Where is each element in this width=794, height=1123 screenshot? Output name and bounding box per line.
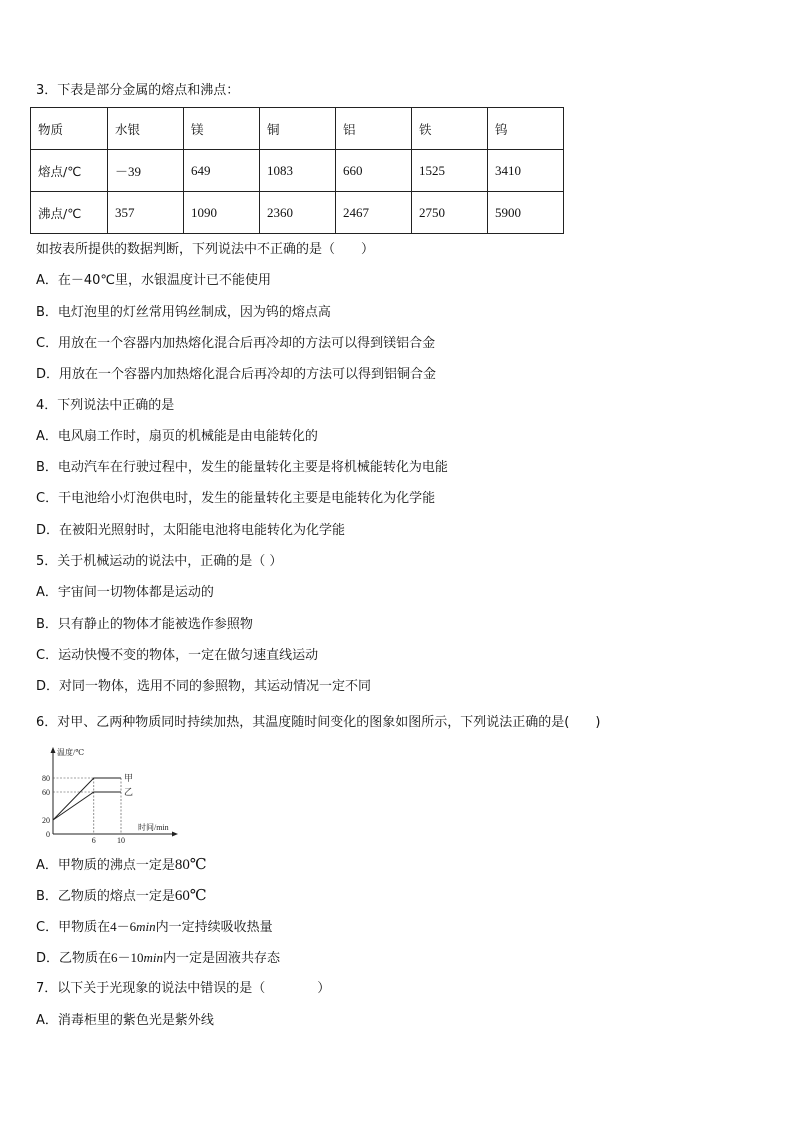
series-label: 甲 — [124, 773, 134, 783]
table-cell: 1090 — [184, 192, 260, 234]
series-line — [53, 778, 121, 820]
table-row-header — [31, 108, 564, 150]
q4-option-b: B．电动汽车在行驶过程中，发生的能量转化主要是将机械能转化为电能 — [36, 460, 448, 475]
q5-option-b: B．只有静止的物体才能被选作参照物 — [36, 617, 253, 632]
q5-option-c: C．运动快慢不变的物体，一定在做匀速直线运动 — [36, 648, 319, 663]
y-tick-label: 0 — [46, 830, 50, 839]
table-cell: 铜 — [260, 108, 336, 150]
q6-option-a: A．甲物质的沸点一定是80℃ — [36, 857, 207, 873]
q6-option-b: B．乙物质的熔点一定是60℃ — [36, 888, 207, 904]
x-tick-label: 10 — [117, 836, 125, 845]
table-cell: 铝 — [336, 108, 412, 150]
series-label: 乙 — [124, 787, 134, 797]
table-row-melting — [31, 150, 564, 192]
q3-option-a: A．在－40℃里，水银温度计已不能使用 — [36, 273, 272, 288]
guide-lines — [53, 778, 121, 834]
y-tick-label: 80 — [42, 774, 50, 783]
q3-question: 如按表所提供的数据判断，下列说法中不正确的是（ ） — [36, 242, 375, 257]
series-lines — [53, 778, 121, 820]
q3-option-c: C．用放在一个容器内加热熔化混合后再冷却的方法可以得到镁铝合金 — [36, 336, 436, 351]
x-axis-arrow-icon — [172, 832, 178, 837]
table-cell: 2750 — [412, 192, 488, 234]
y-axis-arrow-icon — [51, 747, 56, 753]
table-cell: －39 — [108, 150, 184, 192]
table-cell: 3410 — [488, 150, 564, 192]
table-cell: 水银 — [108, 108, 184, 150]
q4-option-d: D．在被阳光照射时，太阳能电池将电能转化为化学能 — [36, 523, 346, 538]
table-cell: 镁 — [184, 108, 260, 150]
table-cell: 熔点/℃ — [31, 150, 108, 192]
q3-option-d: D．用放在一个容器内加热熔化混合后再冷却的方法可以得到铝铜合金 — [36, 367, 437, 382]
y-tick-label: 20 — [42, 816, 50, 825]
table-cell: 物质 — [31, 108, 108, 150]
q3-option-b: B．电灯泡里的灯丝常用钨丝制成，因为钨的熔点高 — [36, 305, 331, 320]
q6-stem: 6．对甲、乙两种物质同时持续加热，其温度随时间变化的图象如图所示，下列说法正确的是( ) — [36, 715, 601, 730]
q3-stem: 3．下表是部分金属的熔点和沸点： — [36, 83, 240, 98]
metals-table — [30, 107, 564, 234]
x-axis-label: 时间/min — [138, 823, 169, 832]
q6-option-c: C．甲物质在4－6min内一定持续吸收热量 — [36, 919, 273, 935]
table-cell: 钨 — [488, 108, 564, 150]
q4-option-a: A．电风扇工作时，扇页的机械能是由电能转化的 — [36, 429, 318, 444]
q5-option-a: A．宇宙间一切物体都是运动的 — [36, 585, 214, 600]
table-cell: 1525 — [412, 150, 488, 192]
table-cell: 2360 — [260, 192, 336, 234]
q4-option-c: C．干电池给小灯泡供电时，发生的能量转化主要是电能转化为化学能 — [36, 491, 436, 506]
table-cell: 649 — [184, 150, 260, 192]
x-tick-label: 6 — [91, 836, 96, 845]
q4-stem: 4．下列说法中正确的是 — [36, 398, 175, 413]
q6-option-d: D．乙物质在6－10min内一定是固液共存态 — [36, 950, 281, 966]
temperature-time-graph — [34, 745, 184, 845]
table-cell: 5900 — [488, 192, 564, 234]
series-labels — [124, 773, 133, 797]
table-cell: 660 — [336, 150, 412, 192]
q5-stem: 5．关于机械运动的说法中，正确的是（ ） — [36, 554, 283, 569]
table-cell: 沸点/℃ — [31, 192, 108, 234]
table-cell: 1083 — [260, 150, 336, 192]
table-cell: 2467 — [336, 192, 412, 234]
y-axis-label: 温度/℃ — [57, 748, 85, 757]
y-tick-label: 60 — [42, 788, 50, 797]
series-line — [53, 792, 121, 820]
table-cell: 铁 — [412, 108, 488, 150]
table-cell: 357 — [108, 192, 184, 234]
q7-option-a: A．消毒柜里的紫色光是紫外线 — [36, 1013, 214, 1028]
q5-option-d: D．对同一物体，选用不同的参照物，其运动情况一定不同 — [36, 679, 372, 694]
table-row-boiling — [31, 192, 564, 234]
q7-stem: 7．以下关于光现象的说法中错误的是（ ） — [36, 981, 331, 996]
